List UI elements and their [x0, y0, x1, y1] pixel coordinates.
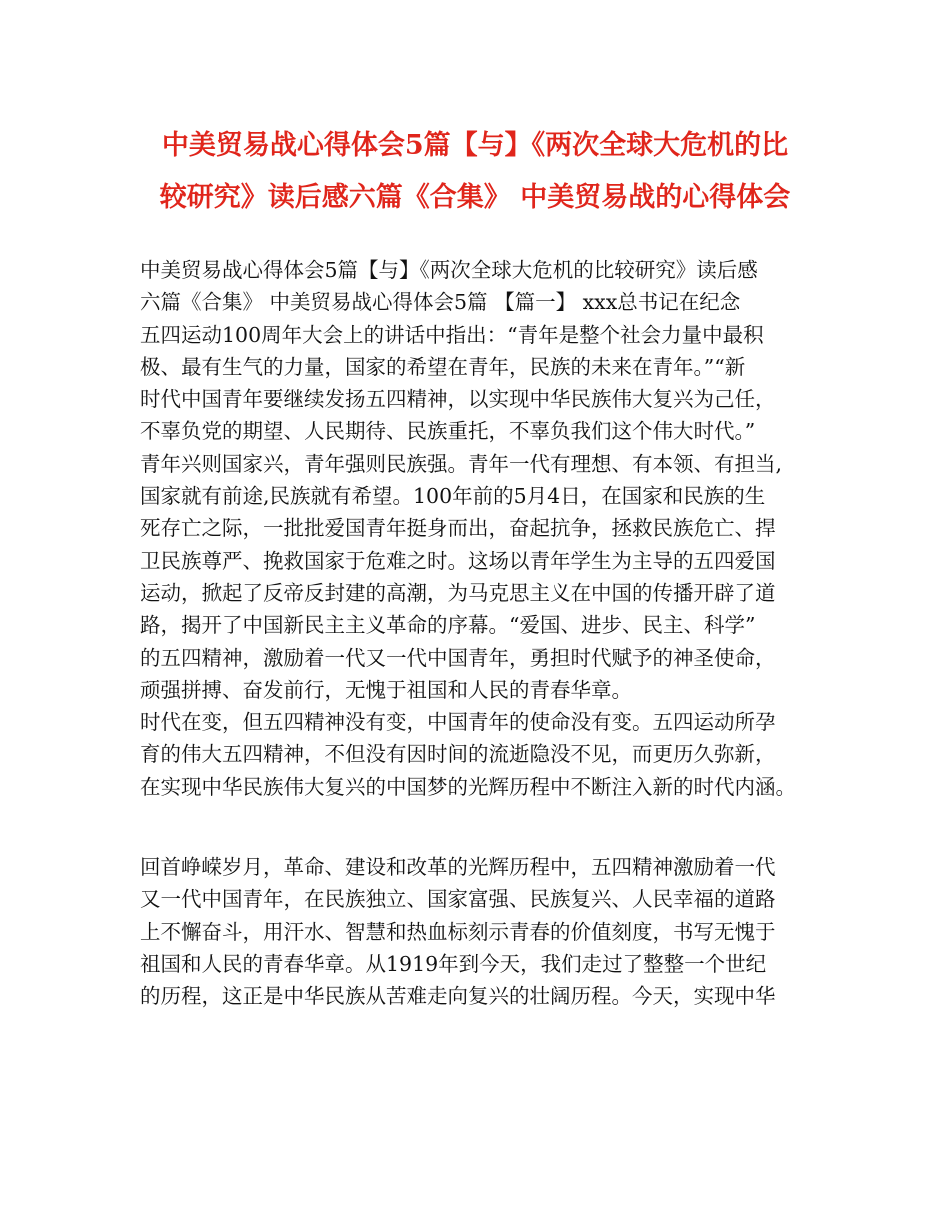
text-line: 回首峥嵘岁月，革命、建设和改革的光辉历程中，五四精神激励着一代: [140, 855, 776, 880]
text-line: 卫民族尊严、挽救国家于危难之时。这场以青年学生为主导的五四爱国: [140, 548, 776, 573]
text-line: 育的伟大五四精神，不但没有因时间的流逝隐没不见，而更历久弥新，: [140, 742, 776, 767]
title-line: 较研究》读后感六篇《合集》 中美贸易战的心得体会: [159, 182, 791, 213]
text-line: 在实现中华民族伟大复兴的中国梦的光辉历程中不断注入新的时代内涵。: [140, 774, 796, 799]
text-line: 时代在变，但五四精神没有变，中国青年的使命没有变。五四运动所孕: [140, 710, 776, 735]
text-line: 的历程，这正是中华民族从苦难走向复兴的壮阔历程。今天，实现中华: [140, 984, 776, 1009]
paragraph-2: [140, 706, 840, 803]
title-line: 中美贸易战心得体会5篇【与】《两次全球大危机的比: [161, 130, 789, 161]
text-line: 时代中国青年要继续发扬五四精神，以实现中华民族伟大复兴为己任，: [140, 387, 776, 412]
text-line: 中美贸易战心得体会5篇【与】《两次全球大危机的比较研究》读后感: [140, 258, 758, 282]
text-line: 上不懈奋斗，用汗水、智慧和热血标刻示青春的价值刻度，书写无愧于: [140, 919, 776, 944]
document-body: [140, 254, 840, 1013]
paragraph-1: [140, 254, 840, 706]
text-line: 极、最有生气的力量，国家的希望在青年，民族的未来在青年。”“新: [140, 354, 746, 379]
text-line: 路，揭开了中国新民主主义革命的序幕。“爱国、进步、民主、科学”: [140, 613, 756, 638]
text-line: 不辜负党的期望、人民期待、民族重托，不辜负我们这个伟大时代。”: [140, 419, 756, 444]
text-line: 死存亡之际，一批批爱国青年挺身而出，奋起抗争，拯救民族危亡、捍: [140, 516, 776, 541]
paragraph-3: [140, 851, 840, 1012]
text-line: 顽强拼搏、奋发前行，无愧于祖国和人民的青春华章。: [140, 677, 632, 702]
text-line: 国家就有前途,民族就有希望。100年前的5月4日，在国家和民族的生: [140, 484, 766, 509]
text-line: 六篇《合集》 中美贸易战心得体会5篇 【篇一】 xxx总书记在纪念: [140, 290, 741, 315]
text-line: 又一代中国青年，在民族独立、国家富强、民族复兴、人民幸福的道路: [140, 887, 776, 912]
text-line: 运动，掀起了反帝反封建的高潮，为马克思主义在中国的传播开辟了道: [140, 580, 776, 605]
text-line: 的五四精神，激励着一代又一代中国青年，勇担时代赋予的神圣使命，: [140, 645, 776, 670]
document-title: [120, 120, 830, 224]
text-line: 祖国和人民的青春华章。从1919年到今天，我们走过了整整一个世纪: [140, 951, 767, 976]
text-line: 五四运动100周年大会上的讲话中指出：“青年是整个社会力量中最积: [140, 322, 764, 347]
paragraph-gap: [140, 803, 840, 851]
text-line: 青年兴则国家兴，青年强则民族强。青年一代有理想、有本领、有担当,: [140, 451, 783, 476]
